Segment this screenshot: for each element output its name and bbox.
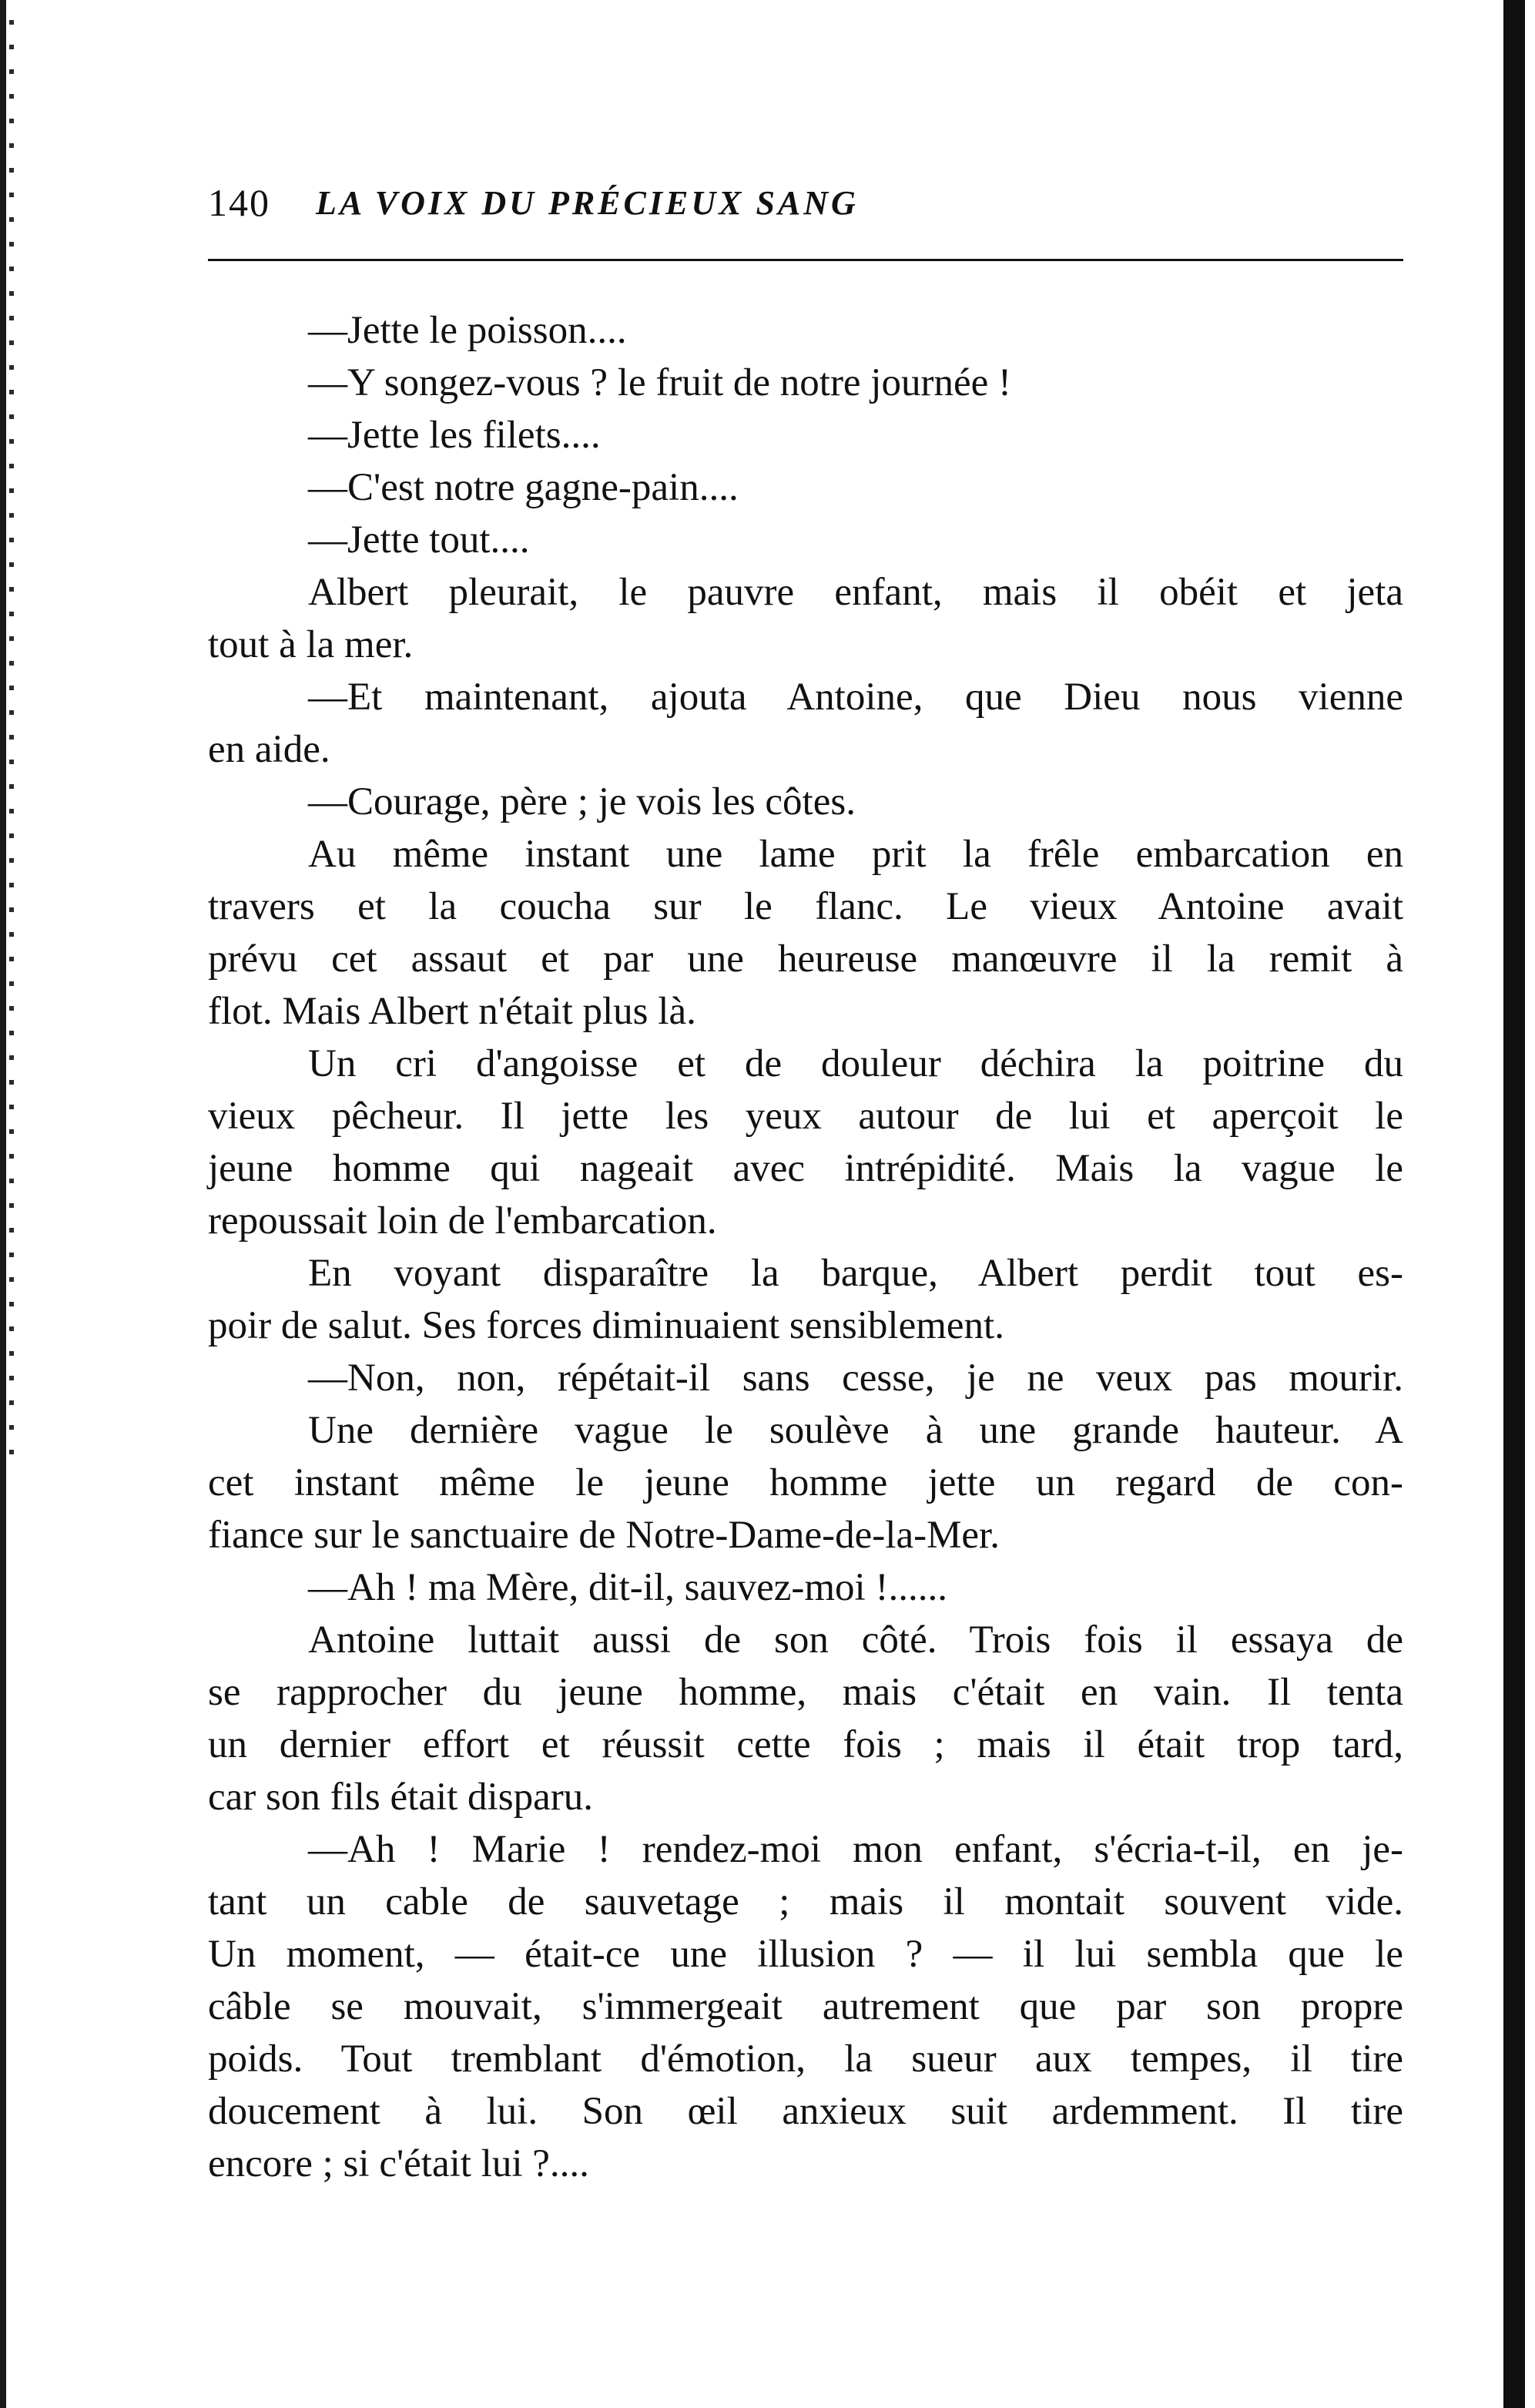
text-line: fiance sur le sanctuaire de Notre-Dame-de-la-Mer.: [208, 1514, 1000, 1557]
text-line: travers et la coucha sur le flanc. Le vieux Antoine avait: [208, 885, 1403, 928]
text-line: Une dernière vague le soulève à une grande hauteur. A: [308, 1409, 1403, 1452]
text-line: un dernier effort et réussit cette fois ; mais il était trop tard,: [208, 1723, 1403, 1766]
text-line: repoussait loin de l'embarcation.: [208, 1199, 717, 1243]
text-line: en aide.: [208, 728, 330, 771]
body-text: [208, 304, 1403, 2190]
text-line: —Y songez-vous ? le fruit de notre journée !: [308, 361, 1011, 404]
text-line: tant un cable de sauvetage ; mais il montait souvent vide.: [208, 1880, 1403, 1923]
text-line: câble se mouvait, s'immergeait autrement que par son propre: [208, 1985, 1403, 2028]
text-line: jeune homme qui nageait avec intrépidité. Mais la vague le: [208, 1147, 1403, 1190]
header-rule: [208, 259, 1403, 261]
text-line: Au même instant une lame prit la frêle embarcation en: [308, 833, 1403, 876]
text-line: tout à la mer.: [208, 623, 414, 666]
page-header: [208, 176, 1403, 230]
text-line: encore ; si c'était lui ?....: [208, 2142, 589, 2185]
page-number: 140: [208, 181, 270, 224]
text-line: poids. Tout tremblant d'émotion, la sueur aux tempes, il tire: [208, 2037, 1403, 2081]
text-line: prévu cet assaut et par une heureuse manœuvre il la remit à: [208, 937, 1403, 981]
text-line: car son fils était disparu.: [208, 1776, 593, 1819]
text-line: —Jette le poisson....: [308, 309, 627, 352]
text-line: En voyant disparaître la barque, Albert perdit tout es-: [308, 1252, 1403, 1295]
text-line: flot. Mais Albert n'était plus là.: [208, 990, 696, 1033]
text-line: Un moment, — était-ce une illusion ? — il lui sembla que le: [208, 1933, 1403, 1976]
running-title: LA VOIX DU PRÉCIEUX SANG: [316, 184, 859, 222]
text-line: —Jette tout....: [308, 518, 530, 562]
text-line: se rapprocher du jeune homme, mais c'était en vain. Il tenta: [208, 1671, 1403, 1714]
text-line: —Jette les filets....: [308, 414, 601, 457]
text-line: —Courage, père ; je vois les côtes.: [308, 780, 856, 823]
text-line: —Et maintenant, ajouta Antoine, que Dieu nous vienne: [308, 676, 1403, 719]
text-line: poir de salut. Ses forces diminuaient sensiblement.: [208, 1304, 1004, 1347]
text-line: —Non, non, répétait-il sans cesse, je ne veux pas mourir.: [308, 1357, 1403, 1400]
text-line: —C'est notre gagne-pain....: [308, 466, 739, 509]
text-line: —Ah ! ma Mère, dit-il, sauvez-moi !......: [308, 1566, 947, 1609]
text-line: —Ah ! Marie ! rendez-moi mon enfant, s'écria-t-il, en je-: [308, 1828, 1403, 1871]
text-line: Un cri d'angoisse et de douleur déchira la poitrine du: [308, 1042, 1403, 1085]
text-line: Antoine luttait aussi de son côté. Trois fois il essaya de: [308, 1618, 1403, 1662]
text-line: Albert pleurait, le pauvre enfant, mais il obéit et jeta: [308, 571, 1403, 614]
text-line: vieux pêcheur. Il jette les yeux autour de lui et aperçoit le: [208, 1095, 1403, 1138]
text-line: doucement à lui. Son œil anxieux suit ardemment. Il tire: [208, 2090, 1403, 2133]
text-line: cet instant même le jeune homme jette un regard de con-: [208, 1461, 1403, 1504]
